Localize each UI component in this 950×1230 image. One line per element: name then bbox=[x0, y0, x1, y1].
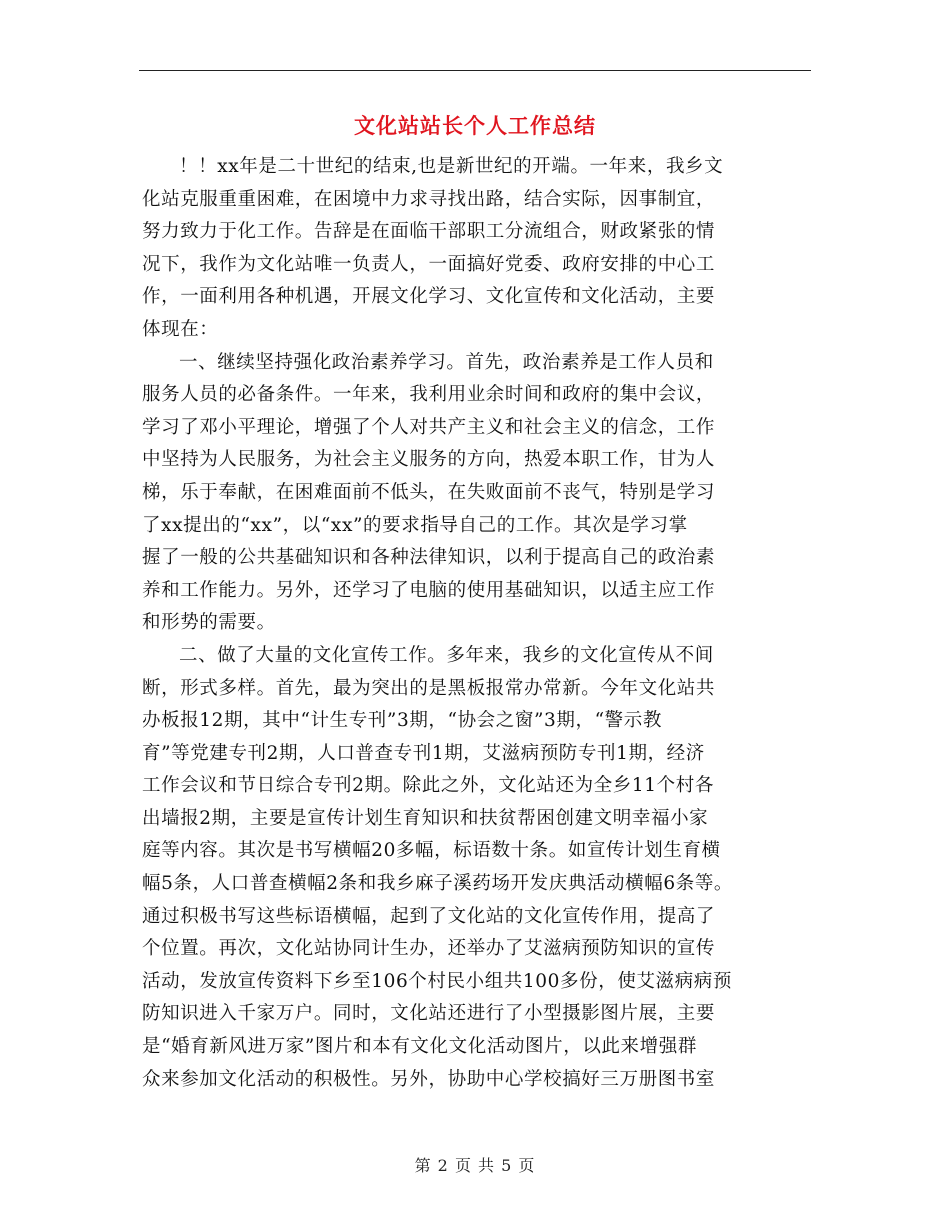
text-line: 梯，乐于奉献，在困难面前不低头，在失败面前不丧气，特别是学习 bbox=[142, 481, 716, 503]
text-line: 二、做了大量的文化宣传工作。多年来，我乡的文化宣传从不间 bbox=[179, 644, 714, 666]
text-line: 况下，我作为文化站唯一负责人，一面搞好党委、政府安排的中心工 bbox=[142, 253, 716, 275]
text-line: 养和工作能力。另外，还学习了电脑的使用基础知识，以适主应工作 bbox=[142, 579, 716, 601]
text-line: 个位置。再次，文化站协同计生办，还举办了艾滋病预防知识的宣传 bbox=[142, 938, 716, 960]
text-line: 工作会议和节日综合专刊2期。除此之外，文化站还为全乡11个村各 bbox=[142, 775, 714, 797]
text-line: 和形势的需要。 bbox=[142, 612, 276, 634]
text-line: 了xx提出的“xx”，以“xx”的要求指导自己的工作。其次是学习掌 bbox=[142, 514, 688, 536]
page-number: 第 2 页 共 5 页 bbox=[414, 1156, 536, 1175]
text-line: 是“婚育新风进万家”图片和本有文化文化活动图片，以此来增强群 bbox=[142, 1036, 697, 1058]
text-line: 作，一面利用各种机遇，开展文化学习、文化宣传和文化活动，主要 bbox=[142, 286, 716, 308]
text-line: 通过积极书写这些标语横幅，起到了文化站的文化宣传作用，提高了 bbox=[142, 905, 716, 927]
text-line: 防知识进入千家万户。同时，文化站还进行了小型摄影图片展，主要 bbox=[142, 1003, 716, 1025]
text-line: 断，形式多样。首先，最为突出的是黑板报常办常新。今年文化站共 bbox=[142, 677, 716, 699]
text-line: 庭等内容。其次是书写横幅20多幅，标语数十条。如宣传计划生育横 bbox=[142, 840, 721, 862]
text-line: 中坚持为人民服务，为社会主义服务的方向，热爱本职工作，甘为人 bbox=[142, 449, 716, 471]
text-line: 化站克服重重困难，在困境中力求寻找出路，结合实际，因事制宜， bbox=[142, 188, 716, 210]
text-line: 服务人员的必备条件。一年来，我利用业余时间和政府的集中会议， bbox=[142, 384, 716, 406]
text-line: 幅5条，人口普查横幅2条和我乡麻子溪药场开发庆典活动横幅6条等。 bbox=[142, 873, 734, 895]
text-line: 育”等党建专刊2期，人口普查专刊1期，艾滋病预防专刊1期，经济 bbox=[142, 742, 705, 764]
header-rule bbox=[139, 70, 811, 71]
text-line: 出墙报2期，主要是宣传计划生育知识和扶贫帮困创建文明幸福小家 bbox=[142, 807, 709, 829]
text-line: ！！xx年是二十世纪的结束,也是新世纪的开端。一年来，我乡文 bbox=[179, 156, 724, 177]
text-line: 活动，发放宣传资料下乡至106个村民小组共100多份，使艾滋病病预 bbox=[142, 970, 732, 992]
text-line: 握了一般的公共基础知识和各种法律知识，以利于提高自己的政治素 bbox=[142, 547, 716, 569]
text-line: 学习了邓小平理论，增强了个人对共产主义和社会主义的信念，工作 bbox=[142, 416, 716, 438]
text-line: 努力致力于化工作。告辞是在面临干部职工分流组合，财政紧张的情 bbox=[142, 221, 716, 243]
text-line: 众来参加文化活动的积极性。另外，协助中心学校搞好三万册图书室 bbox=[142, 1068, 716, 1090]
text-line: 办板报12期，其中“计生专刊”3期，“协会之窗”3期，“警示教 bbox=[142, 710, 662, 732]
text-line: 体现在： bbox=[142, 318, 219, 340]
document-title: 文化站站长个人工作总结 bbox=[354, 113, 596, 138]
text-line: 一、继续坚持强化政治素养学习。首先，政治素养是工作人员和 bbox=[179, 351, 714, 373]
document-body bbox=[142, 151, 832, 1096]
